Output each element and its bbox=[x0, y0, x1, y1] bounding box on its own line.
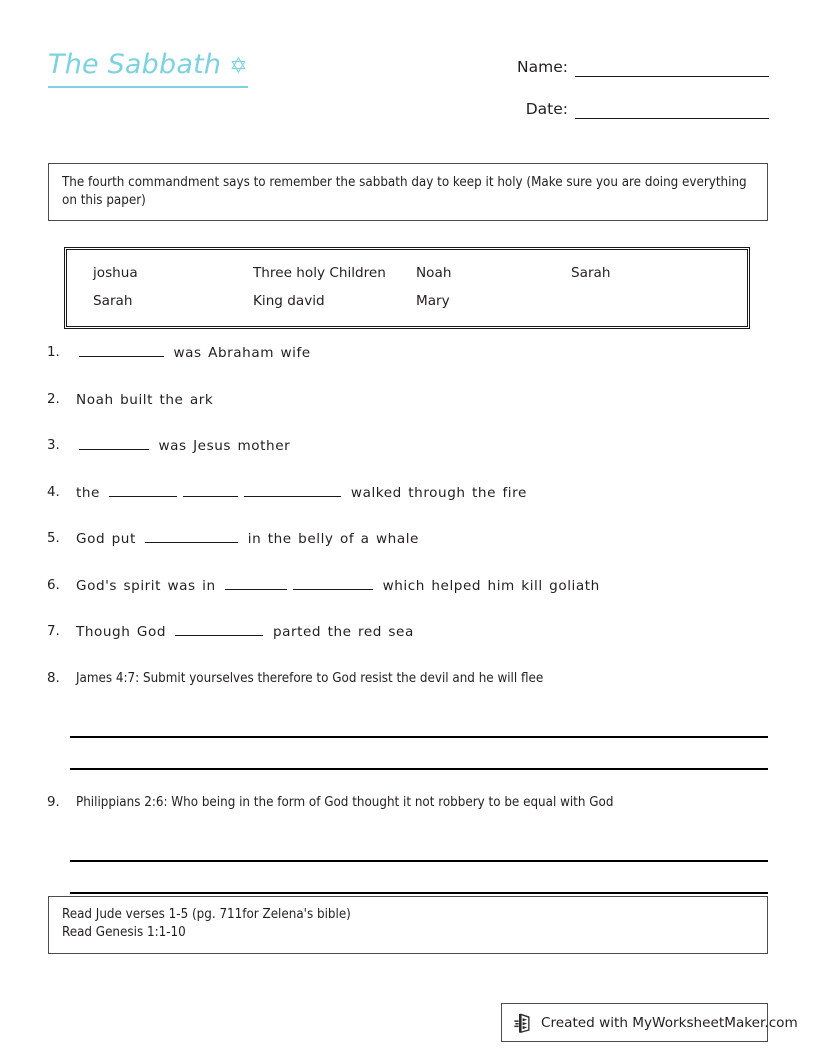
question-text-part: walked through the fire bbox=[344, 484, 527, 501]
question-item bbox=[47, 482, 769, 506]
question-text-part: which helped him kill goliath bbox=[376, 577, 600, 594]
question-text-part: was Jesus mother bbox=[152, 438, 291, 454]
question-number: 9. bbox=[47, 795, 60, 810]
answer-lines-group bbox=[70, 706, 769, 770]
question-text-part: the bbox=[76, 484, 107, 501]
answer-blank[interactable] bbox=[293, 576, 373, 590]
question-text bbox=[76, 621, 769, 643]
question-item bbox=[47, 668, 769, 770]
word-bank-word[interactable]: Three holy Children bbox=[253, 265, 386, 281]
date-input[interactable] bbox=[575, 98, 769, 119]
star-of-david-icon: ✡ bbox=[229, 54, 248, 79]
question-item bbox=[47, 575, 769, 599]
question-text bbox=[76, 792, 769, 814]
question-text bbox=[76, 528, 769, 550]
name-date-block bbox=[469, 44, 769, 128]
question-number: 3. bbox=[47, 438, 60, 453]
question-text bbox=[76, 389, 769, 411]
answer-blank[interactable] bbox=[145, 529, 238, 543]
word-bank-word[interactable]: joshua bbox=[93, 265, 138, 281]
question-text-part: James 4:7: Submit yourselves therefore to God resist the devil and he will flee bbox=[76, 670, 544, 686]
question-item bbox=[47, 389, 769, 413]
page-title-text: The Sabbath bbox=[48, 49, 222, 80]
worksheet-header bbox=[0, 0, 816, 130]
date-label: Date: bbox=[525, 100, 568, 118]
question-text bbox=[76, 482, 769, 504]
answer-blank[interactable] bbox=[109, 483, 177, 497]
answer-write-line[interactable] bbox=[70, 706, 768, 738]
question-text-part: was Abraham wife bbox=[167, 345, 311, 361]
answer-blank[interactable] bbox=[225, 576, 287, 590]
question-text bbox=[76, 342, 769, 364]
word-bank-word[interactable]: Mary bbox=[416, 293, 450, 309]
instructions-box bbox=[48, 163, 768, 221]
word-bank-word[interactable]: Sarah bbox=[93, 293, 133, 309]
question-number: 2. bbox=[47, 391, 60, 407]
answer-blank[interactable] bbox=[79, 343, 164, 357]
answer-write-line[interactable] bbox=[70, 862, 768, 894]
question-item bbox=[47, 792, 769, 894]
answer-write-line[interactable] bbox=[70, 738, 768, 770]
question-number: 1. bbox=[47, 345, 60, 360]
name-input[interactable] bbox=[575, 56, 769, 77]
name-row bbox=[469, 44, 769, 77]
word-bank-word[interactable]: Noah bbox=[416, 265, 452, 281]
credit-badge[interactable] bbox=[501, 1003, 798, 1042]
myworksheetmaker-logo-icon bbox=[514, 1012, 533, 1034]
name-label: Name: bbox=[517, 58, 568, 76]
credit-text: Created with MyWorksheetMaker.com bbox=[541, 1014, 798, 1031]
question-text-part: God put bbox=[76, 531, 143, 547]
question-text bbox=[76, 435, 769, 457]
answer-blank[interactable] bbox=[244, 483, 341, 497]
answer-write-line[interactable] bbox=[70, 830, 768, 862]
question-text-part: Philippians 2:6: Who being in the form of God thought it not robbery to be equal with God bbox=[76, 795, 614, 810]
word-bank-row bbox=[67, 287, 747, 315]
questions-list bbox=[47, 342, 769, 917]
instructions-text: The fourth commandment says to remember the sabbath day to keep it holy (Make sure you are doing everything on this paper) bbox=[62, 175, 747, 208]
question-number: 4. bbox=[47, 484, 60, 500]
homework-box bbox=[48, 896, 768, 954]
answer-lines-group bbox=[70, 830, 769, 894]
question-item bbox=[47, 621, 769, 645]
page-title-wrap bbox=[48, 48, 248, 88]
page-title bbox=[48, 48, 248, 88]
question-item bbox=[47, 528, 769, 552]
question-text-part: in the belly of a whale bbox=[241, 531, 419, 547]
word-bank bbox=[64, 247, 750, 329]
answer-blank[interactable] bbox=[175, 622, 263, 636]
answer-blank[interactable] bbox=[183, 483, 238, 497]
homework-line: Read Jude verses 1-5 (pg. 711for Zelena's bible) bbox=[62, 907, 351, 922]
question-text bbox=[76, 575, 769, 597]
date-row bbox=[469, 86, 769, 119]
word-bank-word[interactable]: King david bbox=[253, 293, 325, 309]
homework-line: Read Genesis 1:1-10 bbox=[62, 925, 186, 940]
question-text-part: parted the red sea bbox=[266, 624, 414, 640]
word-bank-word[interactable]: Sarah bbox=[571, 265, 611, 281]
question-text-part: Though God bbox=[76, 624, 173, 640]
answer-blank[interactable] bbox=[79, 436, 149, 450]
question-item bbox=[47, 435, 769, 459]
question-number: 8. bbox=[47, 670, 60, 686]
question-text-part: Noah built the ark bbox=[76, 391, 214, 408]
question-number: 7. bbox=[47, 624, 60, 639]
question-text bbox=[76, 668, 769, 690]
question-item bbox=[47, 342, 769, 366]
question-text-part: God's spirit was in bbox=[76, 577, 223, 594]
word-bank-row bbox=[67, 259, 747, 287]
question-number: 5. bbox=[47, 531, 60, 546]
question-number: 6. bbox=[47, 577, 60, 593]
